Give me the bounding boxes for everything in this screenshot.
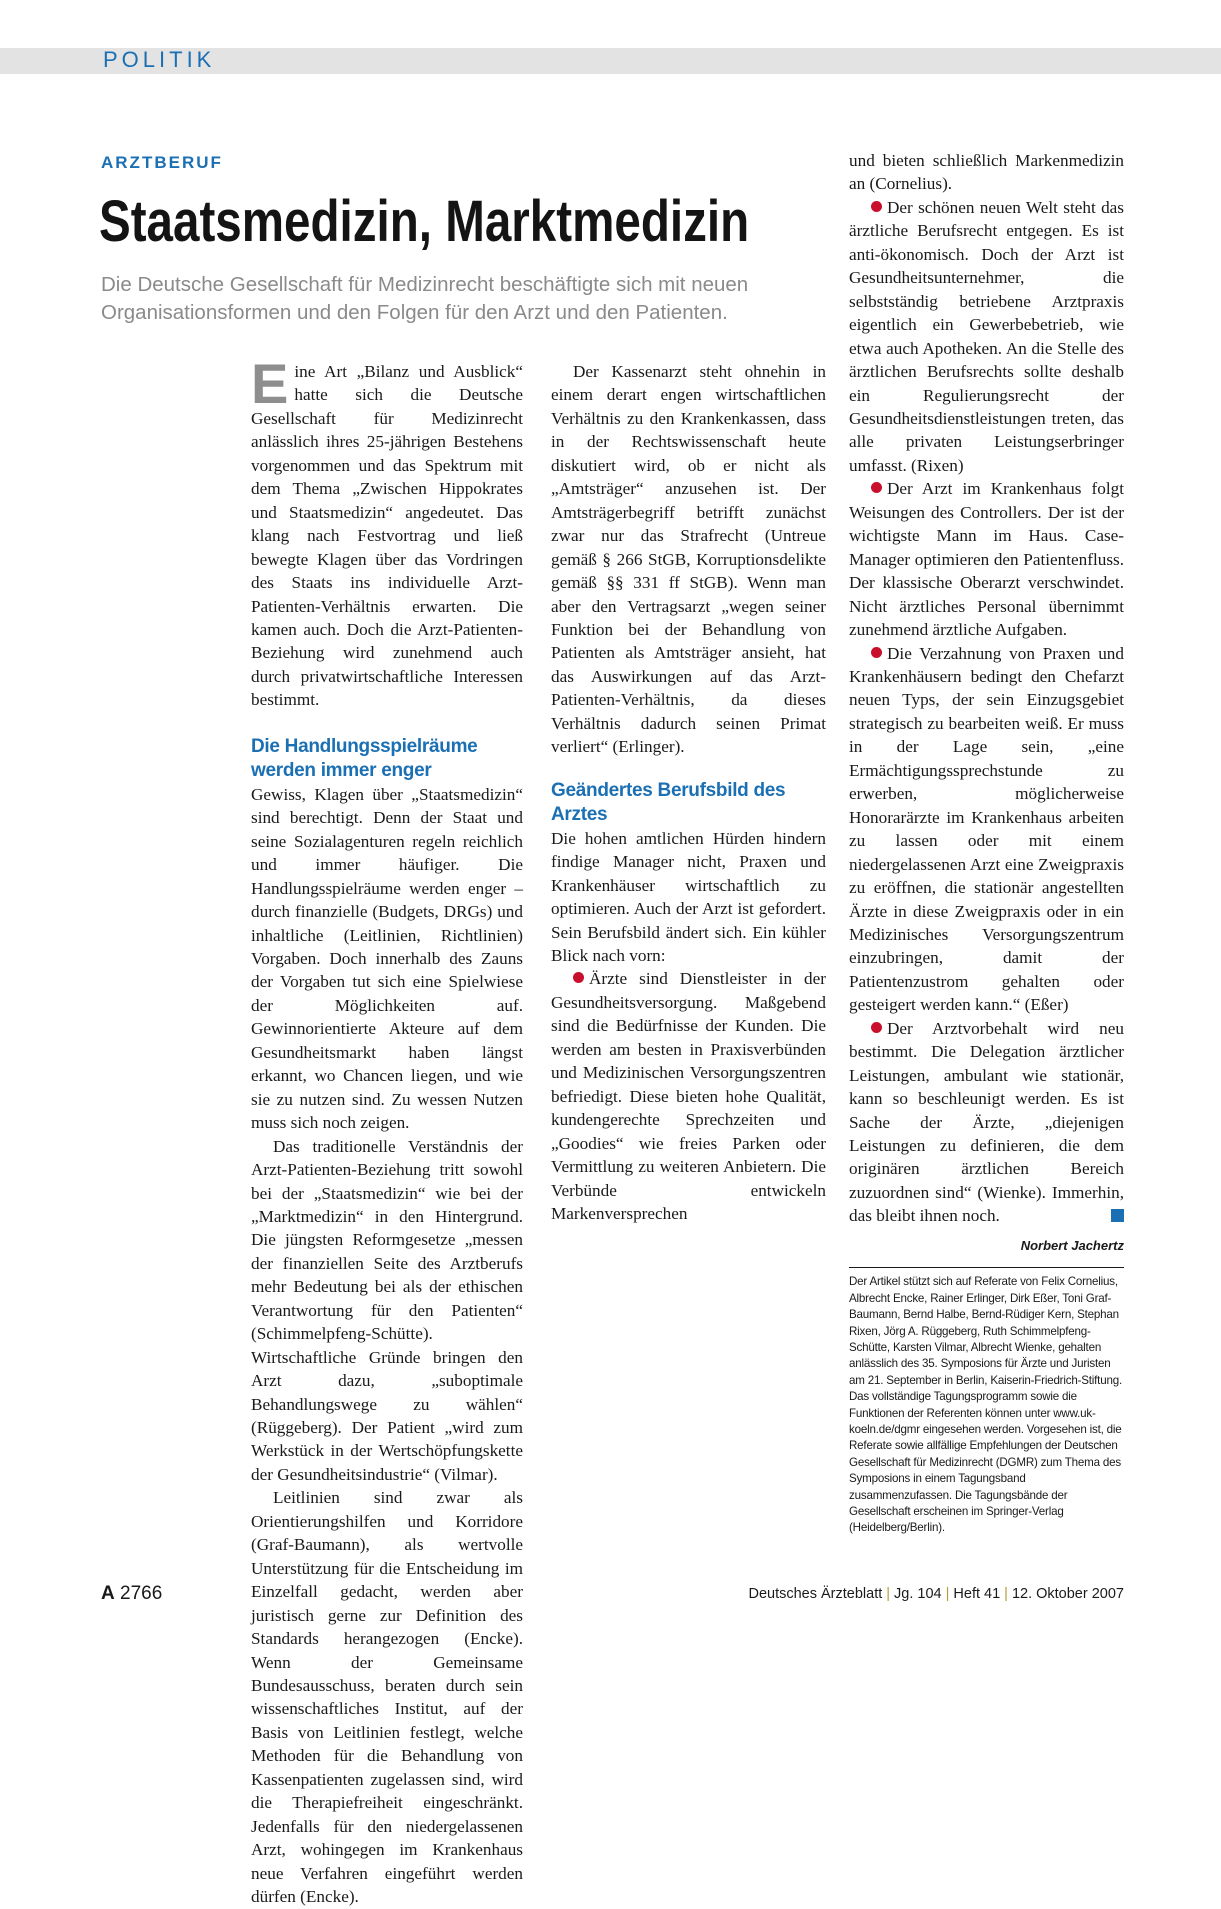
text-column-2	[551, 360, 826, 1225]
note-divider	[849, 1267, 1124, 1268]
separator: |	[1004, 1586, 1008, 1602]
bullet-dot-icon	[871, 647, 882, 658]
issue-date: 12. Oktober 2007	[1011, 1586, 1124, 1602]
bullet-item: Der Arztvorbehalt wird neu bestimmt. Die Delegation ärztlicher Leistungen, ambulant wie stationär, kann so beschleunigt werden. Es ist Sache der Ärzte, „diejenigen Leistungen zu definieren, die dem originären ärztlichen Bereich zuzuordnen sind“ (Wienke). Immerhin, das bleibt ihnen noch.	[849, 1018, 1124, 1226]
bullet-item: Der schönen neuen Welt steht das ärztliche Berufsrecht entgegen. Es ist anti-ökonomisch. Doch der Arzt ist Gesundheitsunternehmer, die selbstständig betriebene Arztpraxis eigentlich ein Gewerbebetrieb, wie etwa auch Apotheken. An die Stelle des ärztlichen Berufsrechts sollte deshalb ein Regulierungsrecht der Gesundheitsdienstleistungen treten, das alle privaten Leistungserbringer umfasst. (Rixen)	[849, 197, 1124, 475]
subheading-handlungsspielraeume: Die Handlungsspielräume werden immer enger	[251, 735, 478, 781]
article-kicker: ARZTBERUF	[101, 153, 223, 172]
separator: |	[886, 1586, 891, 1602]
paragraph: Die hohen amtlichen Hürden hindern findige Manager nicht, Praxen und Krankenhäuser wirtschaftlich zu optimieren. Auch der Arzt ist gefordert. Sein Berufsbild ändert sich. Ein kühler Blick nach vorn:	[551, 828, 826, 965]
paragraph-text: ine Art „Bilanz und Ausblick“ hatte sich die Deutsche Gesellschaft für Medizinrecht anlässlich ihres 25-jährigen Bestehens vorgenommen und das Spektrum mit dem Thema „Zwischen Hippokrates und Staatsmedizin“ angedeutet. Das klang nach Festvortrag und ließ bewegte Klagen über das Vordringen des Staats ins individuelle Arzt-Patienten-Verhältnis erwarten. Die kamen auch. Doch die Arzt-Patienten-Beziehung wird zunehmend auch durch privatwirtschaftliche Interessen bestimmt.	[251, 362, 523, 710]
volume: Jg. 104	[894, 1586, 942, 1602]
bullet-dot-icon	[871, 1022, 882, 1033]
intro-paragraph	[251, 352, 523, 712]
journal-info	[748, 1586, 1124, 1602]
paragraph: Das traditionelle Verständnis der Arzt-Patienten-Beziehung tritt sowohl bei der „Staatsmedizin“ wie bei der „Marktmedizin“ in den Hintergrund. Die jüngsten Reformgesetze „messen der finanziellen Seite des Arztberufs mehr Bedeutung bei als der ethischen Verantwortung für den Patienten“ (Schimmelpfeng-Schütte). Wirtschaftliche Gründe bringen den Arzt dazu, „suboptimale Behandlungswege zu wählen“ (Rüggeberg). Der Patient „wird zum Werkstück in der Wertschöpfungskette der Gesundheitsindustrie“ (Vilmar).	[251, 1136, 523, 1484]
paragraph: Der Kassenarzt steht ohnehin in einem derart engen wirtschaftlichen Verhältnis zu den Krankenkassen, dass in der Rechtswissenschaft heute diskutiert wird, ob er nicht als „Amtsträger“ anzusehen ist. Der Amtsträgerbegriff betrifft zunächst zwar nur das Strafrecht (Untreue gemäß § 266 StGB, Korruptionsdelikte gemäß §§ 331 ff StGB). Wenn man aber den Vertragsarzt „wegen seiner Funktion bei der Behandlung von Patienten als Amtsträger ansieht, hat das Auswirkungen auf das Arzt-Patienten-Verhältnis, da dieses Verhältnis dadurch seinen Primat verliert“ (Erlinger).	[551, 362, 826, 757]
bullet-dot-icon	[871, 482, 882, 493]
drop-cap: E	[251, 352, 289, 415]
end-of-article-icon	[1111, 1209, 1124, 1222]
issue: Heft 41	[953, 1586, 1001, 1602]
bullet-dot-icon	[871, 201, 882, 212]
article-subtitle: Die Deutsche Gesellschaft für Medizinrecht beschäftigte sich mit neuen Organisationsformen und den Folgen für den Arzt und den Patienten.	[101, 273, 749, 324]
article-title: Staatsmedizin, Marktmedizin	[99, 189, 750, 254]
author-name: Norbert Jachertz	[1020, 1237, 1124, 1253]
subheading-berufsbild: Geändertes Berufsbild des Arztes	[551, 779, 786, 825]
text-column-1	[251, 352, 523, 1909]
separator: |	[945, 1586, 950, 1602]
page-number: A 2766	[101, 1583, 163, 1604]
paragraph: und bieten schließlich Markenmedizin an (Cornelius).	[849, 151, 1124, 194]
text-column-3	[849, 149, 1124, 1537]
journal-name: Deutsches Ärzteblatt	[748, 1586, 883, 1602]
bullet-item: Ärzte sind Dienstleister in der Gesundheitsversorgung. Maßgebend sind die Bedürfnisse der Kunden. Die werden am besten in Praxisverbünden und Medizinischen Versorgungszentren befriedigt. Diese bieten hohe Qualität, kundengerechte Sprechzeiten und „Goodies“ wie freies Parken oder Vermittlung zu weiteren Anbietern. Die Verbünde entwickeln Markenversprechen	[551, 969, 826, 1223]
source-note: Der Artikel stützt sich auf Referate von Felix Cornelius, Albrecht Encke, Rainer Erlinger, Dirk Eßer, Toni Graf-Baumann, Bernd Halbe, Bernd-Rüdiger Kern, Stephan Rixen, Jörg A. Rüggeberg, Ruth Schimmelpfeng-Schütte, Karsten Vilmar, Albrecht Wienke, gehalten anlässlich des 35. Symposions für Ärzte und Juristen am 21. September in Berlin, Kaiserin-Friedrich-Stiftung. Das vollständige Tagungsprogramm sowie die Funktionen der Referenten können unter www.uk-koeln.de/dgmr eingesehen werden. Vorgesehen ist, die Referate sowie allfällige Empfehlungen der Deutschen Gesellschaft für Medizinrecht (DGMR) zum Thema des Symposions in einem Tagungsband zusammenzufassen. Die Tagungsbände der Gesellschaft erscheinen im Springer-Verlag (Heidelberg/Berlin).	[849, 1275, 1122, 1535]
bullet-item: Der Arzt im Krankenhaus folgt Weisungen des Controllers. Der ist der wichtigste Mann im Haus. Case-Manager optimieren den Patientenfluss. Der klassische Oberarzt verschwindet. Nicht ärztliches Personal übernimmt zunehmend ärztliche Aufgaben.	[849, 479, 1124, 640]
section-label: POLITIK	[103, 47, 216, 72]
bullet-dot-icon	[573, 972, 584, 983]
bullet-item: Die Verzahnung von Praxen und Krankenhäusern bedingt den Chefarzt neuen Typs, der sein Einzugsgebiet strategisch zu bearbeiten weiß. Er muss in der Lage sein, „eine Ermächtigungssprechstunde zu erwerben, möglicherweise Honorarärzte im Krankenhaus arbeiten zu lassen oder mit einem niedergelassenen Arzt eine Zweigpraxis zu eröffnen, die stationär angestellten Ärzte in diese Zweigpraxis oder in ein Medizinisches Versorgungszentrum einzubringen, damit der Patientenzustrom gehalten oder gesteigert werden kann.“ (Eßer)	[849, 643, 1124, 1015]
paragraph: Leitlinien sind zwar als Orientierungshilfen und Korridore (Graf-Baumann), als wertvolle Unterstützung für die Entscheidung im Einzelfall gedacht, werden aber juristisch gerne zur Definition des Standards herangezogen (Encke). Wenn der Gemeinsame Bundesausschuss, beraten durch sein wissenschaftliches Institut, auf der Basis von Leitlinien festlegt, welche Methoden für die Behandlung von Kassenpatienten zugelassen sind, wird die Therapiefreiheit eingeschränkt. Jedenfalls für den niedergelassenen Arzt, wohingegen im Krankenhaus neue Verfahren eingeführt werden dürfen (Encke).	[251, 1488, 523, 1907]
paragraph: Gewiss, Klagen über „Staatsmedizin“ sind berechtigt. Denn der Staat und seine Sozialagenturen regeln reichlich und immer häufiger. Die Handlungsspielräume werden enger – durch finanzielle (Budgets, DRGs) und inhaltliche (Leitlinien, Richtlinien) Vorgaben. Doch innerhalb des Zauns der Vorgaben tut sich eine Spielwiese der Möglichkeiten auf. Gewinnorientierte Akteure auf dem Gesundheitsmarkt haben längst erkannt, wo Chancen liegen, und wie sie zu nutzen sind. Zu wessen Nutzen muss sich noch zeigen.	[251, 784, 523, 1133]
